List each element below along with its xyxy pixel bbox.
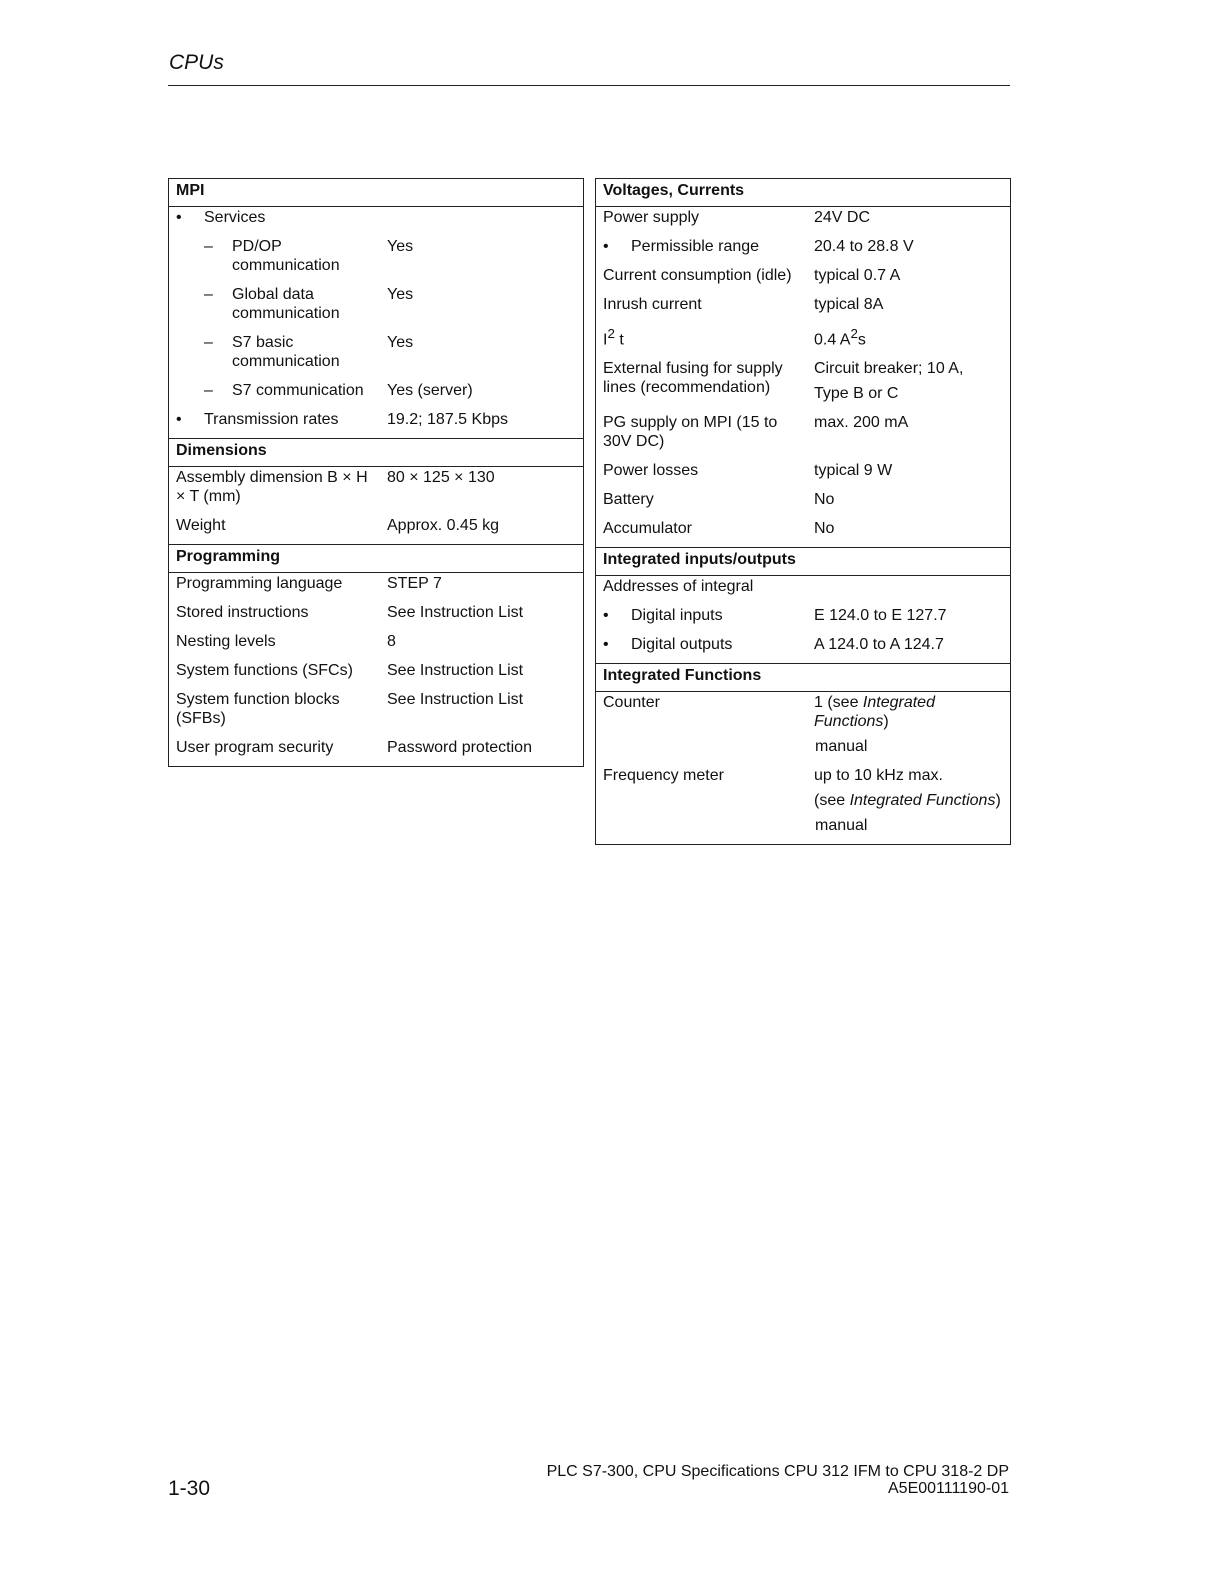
section-title: Integrated inputs/outputs xyxy=(596,548,1011,576)
section-title: Dimensions xyxy=(169,439,584,467)
spec-value: No xyxy=(814,520,835,538)
header-rule xyxy=(168,85,1010,86)
spec-row xyxy=(596,576,1011,606)
spec-value: A 124.0 to A 124.7 xyxy=(814,636,944,654)
spec-row xyxy=(596,236,1011,265)
spec-label: User program security xyxy=(176,739,334,756)
spec-label: Current consumption (idle) xyxy=(603,267,792,284)
spec-row xyxy=(169,631,584,660)
spec-value: See Instruction List xyxy=(387,662,524,679)
spec-label: Addresses of integral xyxy=(603,578,754,596)
spec-value: max. 200 mA xyxy=(814,414,909,432)
spec-label: Global data communication xyxy=(232,286,340,322)
spec-label: Transmission rates xyxy=(204,411,339,428)
spec-row xyxy=(596,460,1011,489)
spec-value: Yes (server) xyxy=(387,382,473,399)
spec-label: Programming language xyxy=(176,575,343,592)
spec-row xyxy=(169,737,584,767)
spec-row xyxy=(596,294,1011,323)
spec-label: Weight xyxy=(176,517,226,534)
spec-row xyxy=(596,412,1011,460)
section-voltages-currents xyxy=(596,179,1011,207)
document-title: PLC S7-300, CPU Specifications CPU 312 IFM to CPU 318-2 DP xyxy=(546,1463,1009,1480)
section-mpi xyxy=(169,179,584,207)
spec-label: Power losses xyxy=(603,462,699,480)
spec-label: PD/OP communication xyxy=(232,238,340,274)
spec-value: typical 9 W xyxy=(814,462,893,480)
spec-value: 19.2; 187.5 Kbps xyxy=(387,411,508,428)
spec-row xyxy=(169,380,584,409)
spec-row xyxy=(169,573,584,603)
spec-label: PG supply on MPI (15 to 30V DC) xyxy=(603,414,778,451)
right-spec-column xyxy=(595,178,1011,845)
spec-value: 1 (see Integrated Functions) manual xyxy=(814,694,935,756)
spec-label: Digital inputs xyxy=(631,607,723,625)
dash-marker: – xyxy=(204,382,213,399)
spec-row xyxy=(169,689,584,737)
spec-row xyxy=(169,332,584,380)
spec-row xyxy=(596,634,1011,664)
section-integrated-functions xyxy=(596,664,1011,692)
bullet-marker: • xyxy=(603,636,609,654)
section-title: Integrated Functions xyxy=(596,664,1011,692)
spec-label: S7 communication xyxy=(232,382,364,399)
section-title: Programming xyxy=(169,545,584,573)
spec-label: Nesting levels xyxy=(176,633,276,650)
spec-row xyxy=(596,265,1011,294)
spec-label: System function blocks (SFBs) xyxy=(176,691,340,727)
section-programming xyxy=(169,545,584,573)
dash-marker: – xyxy=(204,286,213,303)
section-title: Voltages, Currents xyxy=(596,179,1011,207)
spec-value: No xyxy=(814,491,835,509)
spec-value: 24V DC xyxy=(814,209,871,226)
spec-value: See Instruction List xyxy=(387,691,524,708)
bullet-marker: • xyxy=(603,238,609,255)
page-number: 1-30 xyxy=(168,1477,211,1500)
spec-row xyxy=(169,660,584,689)
left-spec-column xyxy=(168,178,584,767)
spec-row xyxy=(169,409,584,439)
spec-row xyxy=(169,602,584,631)
spec-value: Yes xyxy=(387,286,414,303)
bullet-marker: • xyxy=(603,607,609,625)
spec-row xyxy=(596,605,1011,634)
spec-value: up to 10 kHz max. (see Integrated Functions) manual xyxy=(814,767,1001,835)
spec-label: System functions (SFCs) xyxy=(176,662,353,679)
spec-value: STEP 7 xyxy=(387,575,442,592)
dash-marker: – xyxy=(204,238,213,255)
left-spec-table xyxy=(168,178,584,767)
spec-value: Yes xyxy=(387,334,414,351)
document-number: A5E00111190-01 xyxy=(888,1480,1009,1497)
section-title: MPI xyxy=(169,179,584,207)
section-dimensions xyxy=(169,439,584,467)
right-spec-table xyxy=(595,178,1011,845)
spec-label: Power supply xyxy=(603,209,700,226)
spec-value: 8 xyxy=(387,633,396,650)
spec-value: 0.4 $A^2s$ xyxy=(814,326,866,349)
spec-value: Circuit breaker; 10 A, Type B or C xyxy=(814,360,964,403)
bullet-marker: • xyxy=(176,411,182,428)
spec-label: Inrush current xyxy=(603,296,702,313)
spec-value: Approx. 0.45 kg xyxy=(387,517,500,534)
spec-label: External fusing for supply lines (recommendation) xyxy=(603,360,783,397)
document-reference xyxy=(547,1463,1009,1497)
cross-reference: Integrated Functions xyxy=(814,694,935,731)
spec-value: See Instruction List xyxy=(387,604,524,621)
spec-value: 20.4 to 28.8 V xyxy=(814,238,914,255)
spec-row xyxy=(596,323,1011,358)
spec-label: Services xyxy=(204,209,266,226)
spec-row xyxy=(169,207,584,237)
spec-label: $I^2$ t xyxy=(603,326,624,349)
page-header-title: CPUs xyxy=(169,51,224,74)
spec-row xyxy=(169,236,584,284)
spec-row xyxy=(596,692,1011,766)
spec-value: 80 × 125 × 130 xyxy=(387,469,495,486)
cross-reference: Integrated Functions xyxy=(849,792,996,810)
bullet-marker: • xyxy=(176,209,182,226)
spec-label: Accumulator xyxy=(603,520,692,538)
spec-label: Permissible range xyxy=(631,238,760,255)
section-integrated-io xyxy=(596,548,1011,576)
spec-row xyxy=(169,284,584,332)
spec-row xyxy=(596,358,1011,412)
spec-row xyxy=(169,467,584,516)
spec-row xyxy=(596,489,1011,518)
spec-label: Stored instructions xyxy=(176,604,309,621)
spec-label: Counter xyxy=(603,694,660,712)
spec-value: Password protection xyxy=(387,739,532,756)
spec-value: typical 8A xyxy=(814,296,884,313)
spec-label: Battery xyxy=(603,491,654,509)
spec-value: typical 0.7 A xyxy=(814,267,901,284)
spec-value: Yes xyxy=(387,238,414,255)
spec-value: E 124.0 to E 127.7 xyxy=(814,607,947,625)
spec-label: Assembly dimension B × H × T (mm) xyxy=(176,469,368,505)
spec-row xyxy=(596,207,1011,237)
spec-label: Digital outputs xyxy=(631,636,733,654)
spec-row xyxy=(169,515,584,545)
spec-label: Frequency meter xyxy=(603,767,724,785)
dash-marker: – xyxy=(204,334,213,351)
spec-label: S7 basic communication xyxy=(232,334,340,370)
spec-row xyxy=(596,765,1011,845)
spec-row xyxy=(596,518,1011,548)
